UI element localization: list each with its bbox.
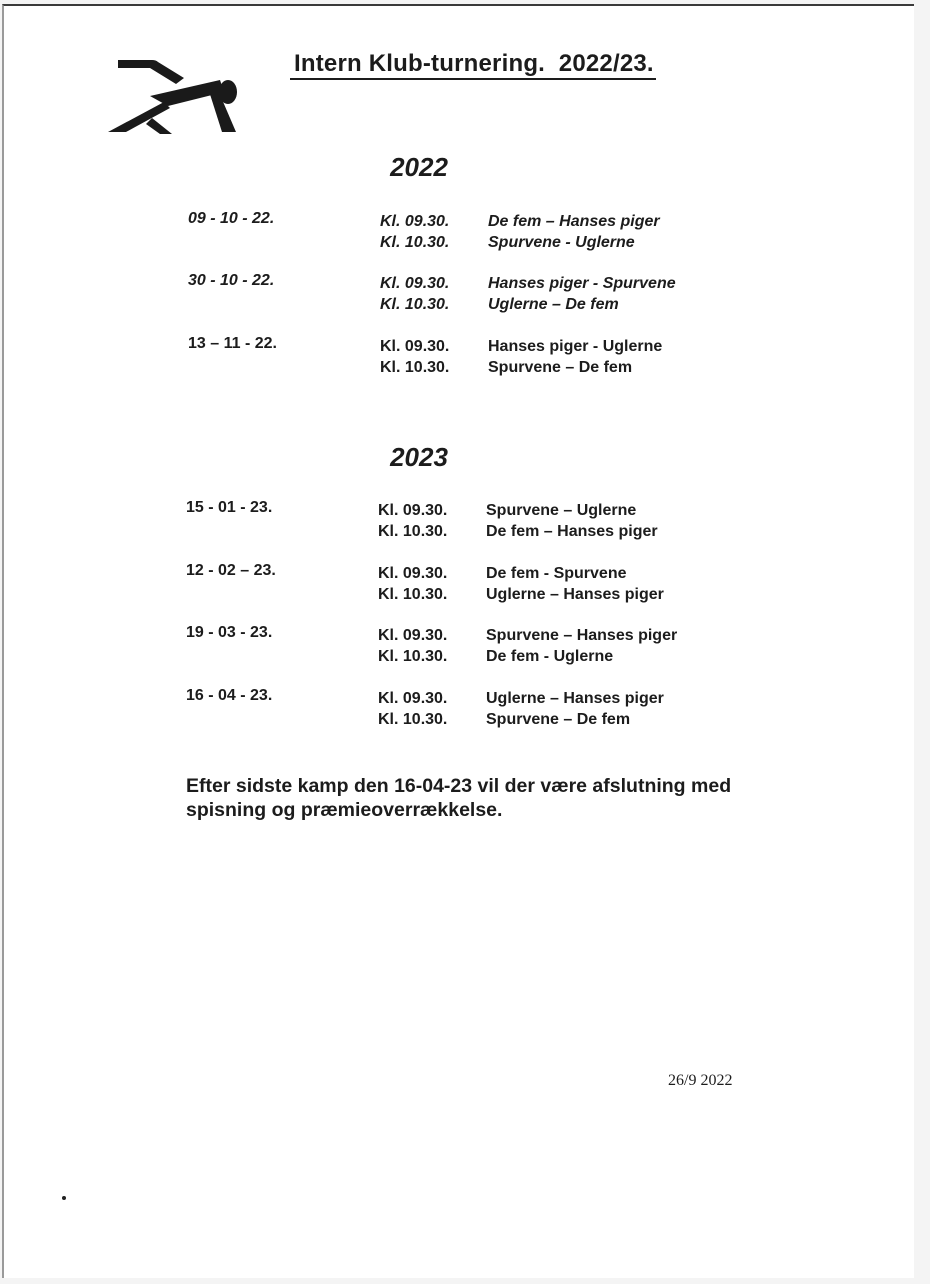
match-teams: Uglerne – De fem: [488, 296, 619, 313]
match-time: Kl. 09.30.: [378, 627, 448, 644]
match-time: Kl. 10.30.: [380, 234, 450, 251]
match-time: Kl. 10.30.: [378, 648, 448, 665]
match-teams: Uglerne – Hanses piger: [486, 586, 664, 603]
match-time: Kl. 10.30.: [378, 523, 448, 540]
match-teams: Uglerne – Hanses piger: [486, 690, 664, 707]
match-row: [378, 688, 664, 709]
round-date: 19 - 03 - 23.: [186, 624, 273, 641]
match-teams: De fem - Spurvene: [486, 565, 627, 582]
match-row: [380, 294, 619, 315]
match-teams: Spurvene – Uglerne: [486, 502, 637, 519]
round-date: 15 - 01 - 23.: [186, 499, 273, 516]
document-date: 26/9 2022: [668, 1072, 733, 1089]
match-time: Kl. 09.30.: [380, 213, 450, 230]
page-title: Intern Klub-turnering. 2022/23.: [290, 50, 656, 80]
match-time: Kl. 10.30.: [380, 296, 450, 313]
runner-icon: [104, 52, 240, 138]
match-row: [380, 273, 676, 294]
match-teams: Hanses piger - Spurvene: [488, 275, 676, 292]
document-page: [2, 4, 914, 1278]
match-row: [378, 709, 630, 730]
match-time: Kl. 09.30.: [380, 275, 450, 292]
match-teams: Spurvene – Hanses piger: [486, 627, 678, 644]
match-teams: Spurvene - Uglerne: [488, 234, 635, 251]
scan-speck: [62, 1196, 66, 1200]
match-teams: Spurvene – De fem: [486, 711, 631, 728]
match-time: Kl. 09.30.: [378, 690, 448, 707]
match-row: [380, 211, 660, 232]
round-date: 12 - 02 – 23.: [186, 562, 276, 579]
match-row: [378, 563, 626, 584]
match-row: [378, 625, 677, 646]
round-date: 09 - 10 - 22.: [188, 210, 275, 227]
match-time: Kl. 10.30.: [378, 586, 448, 603]
match-teams: De fem - Uglerne: [486, 648, 614, 665]
match-teams: De fem – Hanses piger: [488, 213, 660, 230]
match-time: Kl. 09.30.: [378, 565, 448, 582]
match-row: [378, 646, 613, 667]
match-teams: Hanses piger - Uglerne: [488, 338, 663, 355]
year-heading-2022: 2022: [390, 152, 448, 182]
match-row: [378, 584, 664, 605]
match-row: [378, 500, 636, 521]
round-date: 30 - 10 - 22.: [188, 272, 275, 289]
round-date: 13 – 11 - 22.: [188, 335, 277, 352]
closing-note: Efter sidste kamp den 16-04-23 vil der være afslutning med spisning og præmieoverrækkelse.: [186, 775, 732, 821]
match-row: [378, 521, 658, 542]
match-time: Kl. 10.30.: [380, 359, 450, 376]
year-heading-2023: 2023: [390, 442, 448, 472]
match-time: Kl. 09.30.: [378, 502, 448, 519]
match-teams: Spurvene – De fem: [488, 359, 633, 376]
match-time: Kl. 10.30.: [378, 711, 448, 728]
match-row: [380, 357, 632, 378]
match-row: [380, 232, 635, 253]
match-row: [380, 336, 662, 357]
match-time: Kl. 09.30.: [380, 338, 450, 355]
round-date: 16 - 04 - 23.: [186, 687, 273, 704]
match-teams: De fem – Hanses piger: [486, 523, 658, 540]
